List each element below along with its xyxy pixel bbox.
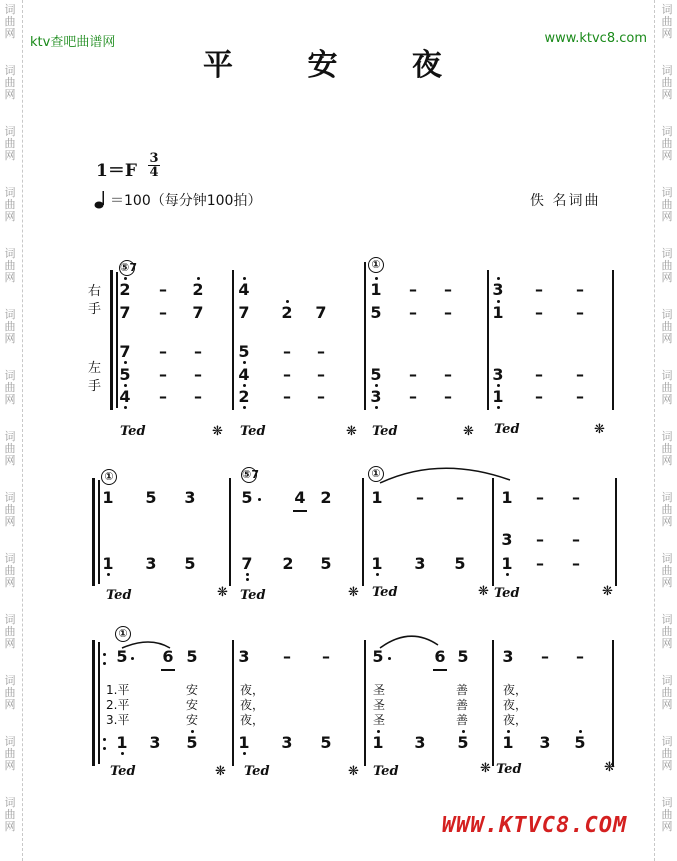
- chord-marker: ⑤7: [120, 261, 137, 274]
- note: 5: [372, 647, 384, 666]
- pedal-mark: Ted: [240, 588, 266, 603]
- dot-aug: [388, 657, 391, 660]
- brace-line: [98, 642, 100, 764]
- bracket: [92, 478, 95, 586]
- dash: –: [159, 280, 167, 299]
- dot-high: [507, 730, 510, 733]
- chord-marker: ①: [368, 257, 384, 273]
- note: 5: [184, 554, 196, 573]
- watermark-text: 词 曲 网: [661, 64, 673, 101]
- note: 1: [238, 733, 250, 752]
- lyric: 夜，: [503, 698, 528, 712]
- note: 4: [238, 365, 250, 384]
- note: 1: [372, 733, 384, 752]
- note: 5: [238, 342, 250, 361]
- song-title: 平 安 夜: [203, 48, 474, 83]
- watermark-divider-right: [654, 0, 656, 861]
- dash: –: [194, 365, 202, 384]
- watermark-text: 词 曲 网: [661, 430, 673, 467]
- note: 1: [492, 387, 504, 406]
- note: 5: [457, 733, 469, 752]
- note: 7: [192, 303, 204, 322]
- dash: –: [576, 303, 584, 322]
- note: 3: [145, 554, 157, 573]
- note: 1: [501, 488, 513, 507]
- watermark-text: 词 曲 网: [4, 125, 16, 162]
- dash: –: [535, 365, 543, 384]
- watermark-text: 词 曲 网: [661, 613, 673, 650]
- note: 1: [371, 488, 383, 507]
- dash: –: [576, 365, 584, 384]
- pedal-mark: Ted: [494, 586, 520, 601]
- repeat-dot: [103, 653, 106, 656]
- lyric: 善: [456, 683, 469, 697]
- dash: –: [409, 365, 417, 384]
- note: 3: [370, 387, 382, 406]
- dash: –: [194, 387, 202, 406]
- note: 2: [192, 280, 204, 299]
- dash: –: [283, 387, 291, 406]
- dot-low: [506, 573, 509, 576]
- watermark-text: 词 曲 网: [4, 796, 16, 833]
- note: 3: [492, 365, 504, 384]
- footer-logo: [442, 812, 647, 838]
- pedal-mark: Ted: [372, 424, 398, 439]
- dot-high: [197, 277, 200, 280]
- lyric: 安: [186, 698, 199, 712]
- pedal-release: ❋: [217, 585, 228, 600]
- note: 3: [501, 530, 513, 549]
- watermark-text: 词 曲 网: [4, 430, 16, 467]
- lyric: 安: [186, 713, 199, 727]
- dash: –: [536, 530, 544, 549]
- lyric: 善: [456, 713, 469, 727]
- note: 1: [502, 733, 514, 752]
- pedal-release: ❋: [346, 424, 357, 439]
- watermark-text: 词 曲 网: [4, 308, 16, 345]
- dash: –: [317, 342, 325, 361]
- time-bottom: 4: [149, 165, 159, 180]
- watermark-text: 词 曲 网: [661, 186, 673, 223]
- footer-url[interactable]: [442, 812, 647, 843]
- watermark-text: 词 曲 网: [4, 369, 16, 406]
- note: 5: [574, 733, 586, 752]
- dot-high: [497, 277, 500, 280]
- barline: [492, 478, 494, 586]
- watermark-text: 词 曲 网: [4, 613, 16, 650]
- lyric: 1.平: [106, 683, 130, 697]
- site-name[interactable]: ktv查吧曲谱网: [30, 35, 116, 50]
- dash: –: [576, 387, 584, 406]
- dot-low: [246, 578, 249, 581]
- pedal-release: ❋: [348, 764, 359, 779]
- dot-low: [246, 573, 249, 576]
- dot-high: [191, 730, 194, 733]
- note: 3: [492, 280, 504, 299]
- watermark-text: 词 曲 网: [4, 552, 16, 589]
- dot-low: [121, 752, 124, 755]
- dot-aug: [131, 657, 134, 660]
- pedal-release: ❋: [604, 760, 615, 775]
- note: 5: [454, 554, 466, 573]
- note: 2: [238, 387, 250, 406]
- composer: 佚 名词曲: [530, 193, 601, 209]
- dash: –: [535, 280, 543, 299]
- left-hand-label: 左手: [88, 361, 102, 394]
- dot-low: [107, 573, 110, 576]
- watermark-text: 词 曲 网: [4, 3, 16, 40]
- chord-marker: ①: [101, 469, 117, 485]
- note: 5: [119, 365, 131, 384]
- dash: –: [159, 303, 167, 322]
- pedal-release: ❋: [348, 585, 359, 600]
- pedal-mark: Ted: [240, 424, 266, 439]
- dash: –: [283, 647, 291, 666]
- note: 6: [162, 647, 174, 666]
- note: 5: [145, 488, 157, 507]
- dash: –: [444, 365, 452, 384]
- dot-high: [377, 730, 380, 733]
- pedal-mark: Ted: [494, 422, 520, 437]
- dot-high: [497, 300, 500, 303]
- repeat-dot: [103, 662, 106, 665]
- dot-low: [124, 361, 127, 364]
- pedal-release: ❋: [594, 422, 605, 437]
- note: 5: [320, 554, 332, 573]
- lyric: 圣: [373, 698, 386, 712]
- dot-high: [579, 730, 582, 733]
- dash: –: [444, 387, 452, 406]
- lyric: 善: [456, 698, 469, 712]
- dash: –: [444, 280, 452, 299]
- dot-low: [243, 406, 246, 409]
- note: 1: [370, 280, 382, 299]
- watermark-text: 词 曲 网: [661, 247, 673, 284]
- barline: [229, 478, 231, 586]
- watermark-text: 词 曲 网: [4, 186, 16, 223]
- pedal-mark: Ted: [110, 764, 136, 779]
- note: 5: [241, 488, 253, 507]
- underline: [161, 669, 175, 671]
- dot-high: [462, 730, 465, 733]
- lyric: 3.平: [106, 713, 130, 727]
- barline: [232, 270, 234, 410]
- dash: –: [159, 365, 167, 384]
- dot-aug: [258, 498, 261, 501]
- dash: –: [576, 647, 584, 666]
- note: 2: [281, 303, 293, 322]
- chord-marker: ①: [368, 466, 384, 482]
- dot-low: [376, 573, 379, 576]
- note: 3: [184, 488, 196, 507]
- dash: –: [409, 303, 417, 322]
- pedal-mark: Ted: [120, 424, 146, 439]
- note: 3: [414, 733, 426, 752]
- pedal-release: ❋: [480, 761, 491, 776]
- pedal-mark: Ted: [496, 762, 522, 777]
- time-top: 3: [149, 151, 159, 166]
- watermark-text: 词 曲 网: [661, 125, 673, 162]
- barline: [364, 640, 366, 766]
- note: 7: [241, 554, 253, 573]
- dot-low: [243, 361, 246, 364]
- dash: –: [317, 387, 325, 406]
- watermark-text: 词 曲 网: [661, 3, 673, 40]
- dash: –: [283, 342, 291, 361]
- dot-high: [375, 277, 378, 280]
- barline: [615, 478, 617, 586]
- dash: –: [416, 488, 424, 507]
- dash: –: [194, 342, 202, 361]
- pedal-mark: Ted: [372, 585, 398, 600]
- note: 5: [116, 647, 128, 666]
- repeat-dot: [103, 738, 106, 741]
- chord-marker: ①: [115, 626, 131, 642]
- note: 1: [371, 554, 383, 573]
- quarter-note-icon: [94, 190, 108, 214]
- repeat-dot: [103, 747, 106, 750]
- barline: [612, 640, 614, 766]
- chord-marker: ⑤7: [242, 468, 259, 481]
- note: 5: [320, 733, 332, 752]
- time-signature: [148, 152, 160, 179]
- note: 6: [434, 647, 446, 666]
- watermark-text: 词 曲 网: [661, 552, 673, 589]
- svg-text:WWW.KTVC8.COM: WWW.KTVC8.COM: [442, 813, 628, 838]
- note: 4: [294, 488, 306, 507]
- dash: –: [409, 387, 417, 406]
- watermark-text: 词 曲 网: [661, 369, 673, 406]
- note: 3: [502, 647, 514, 666]
- barline: [612, 270, 614, 410]
- lyric: 安: [186, 683, 199, 697]
- watermark-text: 词 曲 网: [4, 247, 16, 284]
- dash: –: [541, 647, 549, 666]
- note: 5: [370, 303, 382, 322]
- pedal-release: ❋: [215, 764, 226, 779]
- dash: –: [283, 365, 291, 384]
- dash: –: [572, 530, 580, 549]
- dash: –: [409, 280, 417, 299]
- dash: –: [535, 387, 543, 406]
- watermark-text: 词 曲 网: [661, 491, 673, 528]
- right-hand-label: 右手: [88, 284, 102, 317]
- lyric: 夜，: [240, 713, 265, 727]
- watermark-text: 词 曲 网: [4, 64, 16, 101]
- note: 5: [457, 647, 469, 666]
- note: 7: [238, 303, 250, 322]
- dash: –: [444, 303, 452, 322]
- tempo-marking: ＝100（每分钟100拍）: [110, 193, 262, 209]
- note: 4: [238, 280, 250, 299]
- note: 1: [492, 303, 504, 322]
- note: 4: [119, 387, 131, 406]
- dash: –: [159, 342, 167, 361]
- pedal-release: ❋: [478, 584, 489, 599]
- dash: –: [572, 488, 580, 507]
- watermark-text: 词 曲 网: [4, 735, 16, 772]
- dash: –: [322, 647, 330, 666]
- watermark-text: 词 曲 网: [661, 308, 673, 345]
- dot-high: [124, 277, 127, 280]
- watermark-text: 词 曲 网: [661, 674, 673, 711]
- barline: [364, 262, 366, 410]
- note: 1: [102, 554, 114, 573]
- note: 5: [186, 647, 198, 666]
- dash: –: [572, 554, 580, 573]
- pedal-mark: Ted: [244, 764, 270, 779]
- barline: [492, 640, 494, 766]
- underline: [293, 510, 307, 512]
- dash: –: [536, 488, 544, 507]
- dot-low: [124, 406, 127, 409]
- note: 2: [282, 554, 294, 573]
- bracket: [110, 270, 113, 410]
- lyric: 夜，: [503, 683, 528, 697]
- dot-high: [286, 300, 289, 303]
- note: 5: [186, 733, 198, 752]
- site-url[interactable]: www.ktvc8.com: [544, 31, 647, 46]
- note: 2: [119, 280, 131, 299]
- note: 3: [539, 733, 551, 752]
- key-signature: 1＝F: [96, 161, 137, 181]
- bracket: [92, 640, 95, 766]
- note: 2: [320, 488, 332, 507]
- lyric: 夜，: [240, 698, 265, 712]
- dash: –: [576, 280, 584, 299]
- lyric: 圣: [373, 713, 386, 727]
- note: 7: [119, 303, 131, 322]
- barline: [362, 478, 364, 586]
- underline: [433, 669, 447, 671]
- note: 5: [370, 365, 382, 384]
- note: 3: [281, 733, 293, 752]
- watermark-text: 词 曲 网: [4, 491, 16, 528]
- dot-low: [497, 406, 500, 409]
- note: 1: [116, 733, 128, 752]
- barline: [487, 270, 489, 410]
- note: 7: [315, 303, 327, 322]
- pedal-mark: Ted: [373, 764, 399, 779]
- note: 1: [501, 554, 513, 573]
- pedal-release: ❋: [463, 424, 474, 439]
- pedal-release: ❋: [602, 584, 613, 599]
- pedal-mark: Ted: [106, 588, 132, 603]
- dot-high: [243, 277, 246, 280]
- lyric: 2.平: [106, 698, 130, 712]
- note: 3: [414, 554, 426, 573]
- lyric: 夜，: [503, 713, 528, 727]
- dash: –: [317, 365, 325, 384]
- watermark-text: 词 曲 网: [4, 674, 16, 711]
- dot-low: [375, 406, 378, 409]
- lyric: 夜，: [240, 683, 265, 697]
- barline: [232, 640, 234, 766]
- watermark-text: 词 曲 网: [661, 735, 673, 772]
- note: 3: [149, 733, 161, 752]
- dash: –: [535, 303, 543, 322]
- note: 7: [119, 342, 131, 361]
- dash: –: [456, 488, 464, 507]
- watermark-text: 词 曲 网: [661, 796, 673, 833]
- lyric: 圣: [373, 683, 386, 697]
- note: 3: [238, 647, 250, 666]
- brace-line: [98, 480, 100, 584]
- watermark-divider-left: [22, 0, 24, 861]
- note: 1: [102, 488, 114, 507]
- dash: –: [159, 387, 167, 406]
- dot-low: [243, 752, 246, 755]
- dash: –: [536, 554, 544, 573]
- pedal-release: ❋: [212, 424, 223, 439]
